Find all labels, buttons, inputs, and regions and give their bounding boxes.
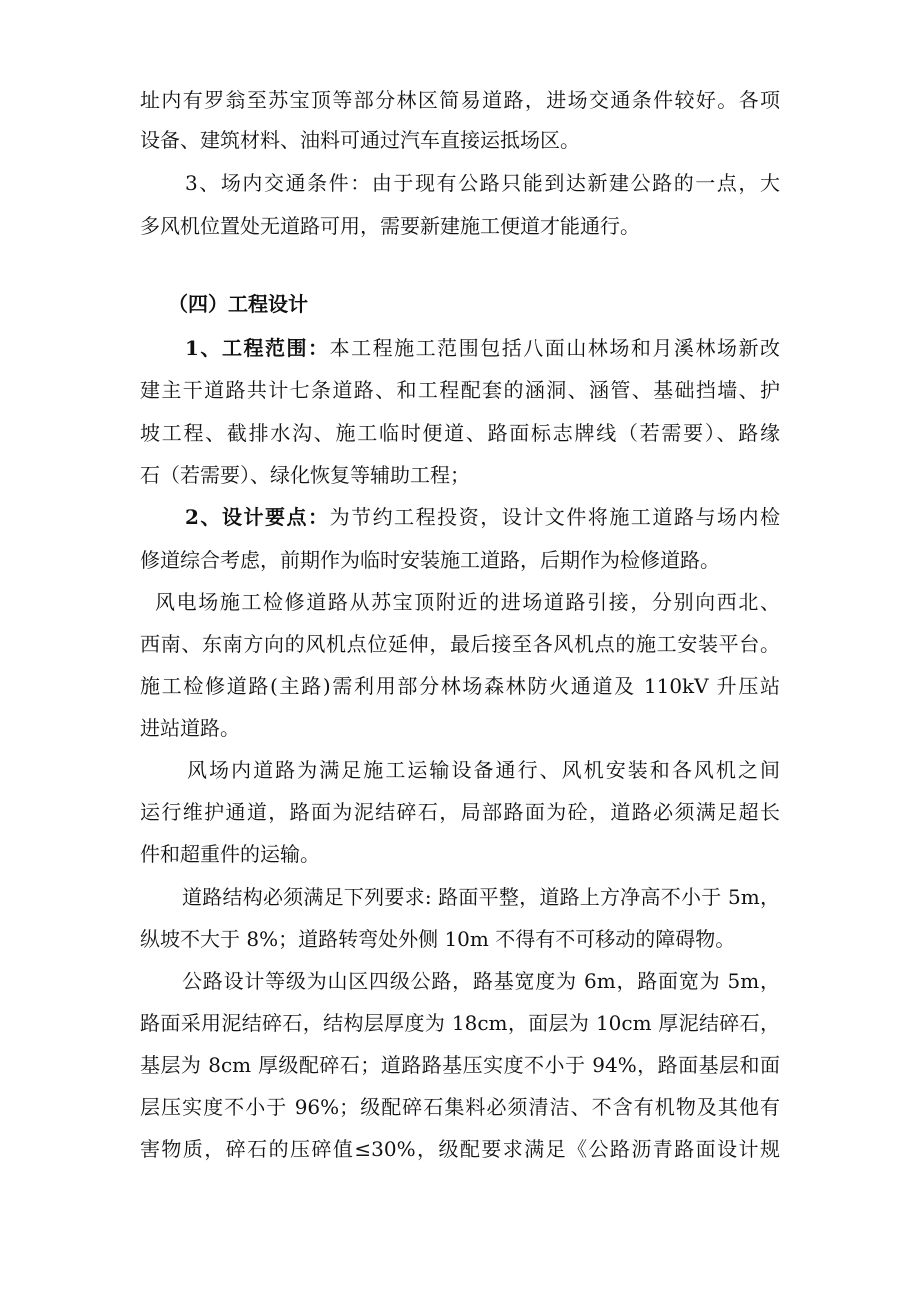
bold-label: 1、工程范围： <box>185 336 330 360</box>
paragraph-line: 公路设计等级为山区四级公路，路基宽度为 6m，路面宽为 5m， <box>182 969 780 993</box>
section-heading: （四）工程设计 <box>168 292 308 316</box>
paragraph-line: 施工检修道路(主路)需利用部分林场森林防火通道及 110kV 升压站 <box>140 674 780 698</box>
paragraph-line: 运行维护通道，路面为泥结碎石，局部路面为砼，道路必须满足超长 <box>140 800 780 824</box>
line-text: 为节约工程投资，设计文件将施工道路与场内检 <box>329 505 781 529</box>
paragraph-line: 设备、建筑材料、油料可通过汽车直接运抵场区。 <box>140 128 580 152</box>
paragraph-line <box>185 497 780 537</box>
paragraph-line: 件和超重件的运输。 <box>140 842 320 866</box>
paragraph-line: 层压实度不小于 96%；级配碎石集料必须清洁、不含有机物及其他有 <box>140 1095 780 1119</box>
paragraph-line: 路面采用泥结碎石，结构层厚度为 18cm，面层为 10cm 厚泥结碎石， <box>140 1011 780 1035</box>
paragraph-line: 风电场施工检修道路从苏宝顶附近的进场道路引接，分别向西北、 <box>155 590 780 614</box>
paragraph-line: 纵坡不大于 8%；道路转弯处外侧 10m 不得有不可移动的障碍物。 <box>140 927 736 951</box>
paragraph-line: 道路结构必须满足下列要求: 路面平整，道路上方净高不小于 5m， <box>182 885 780 909</box>
paragraph-line: 建主干道路共计七条道路、和工程配套的涵洞、涵管、基础挡墙、护 <box>140 378 780 402</box>
paragraph-line: 基层为 8cm 厚级配碎石；道路路基压实度不小于 94%，路面基层和面 <box>140 1053 780 1077</box>
paragraph-line: 风场内道路为满足施工运输设备通行、风机安装和各风机之间 <box>187 758 780 782</box>
paragraph-line: 坡工程、截排水沟、施工临时便道、路面标志牌线（若需要）、路缘 <box>140 421 780 445</box>
paragraph-line: 西南、东南方向的风机点位延伸，最后接至各风机点的施工安装平台。 <box>140 632 780 656</box>
line-text: 本工程施工范围包括八面山林场和月溪林场新改 <box>329 336 781 360</box>
paragraph-line <box>185 328 780 368</box>
bold-label: 2、设计要点： <box>185 505 330 529</box>
paragraph-line: 多风机位置处无道路可用，需要新建施工便道才能通行。 <box>140 214 640 238</box>
paragraph-line: 进站道路。 <box>140 716 240 740</box>
paragraph-line: 3、场内交通条件：由于现有公路只能到达新建公路的一点，大 <box>185 171 780 195</box>
paragraph-line: 址内有罗翁至苏宝顶等部分林区简易道路，进场交通条件较好。各项 <box>140 88 780 112</box>
paragraph-line: 石（若需要）、绿化恢复等辅助工程； <box>140 463 470 487</box>
paragraph-line: 修道综合考虑，前期作为临时安装施工道路，后期作为检修道路。 <box>140 548 720 572</box>
paragraph-line: 害物质，碎石的压碎值≤30%，级配要求满足《公路沥青路面设计规 <box>140 1137 780 1161</box>
